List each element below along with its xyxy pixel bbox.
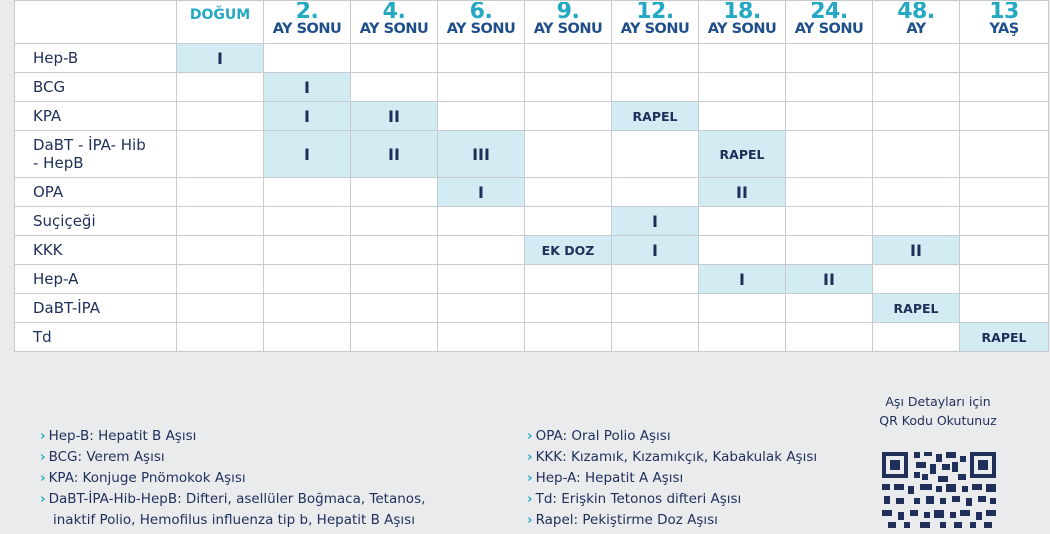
legend-item: › BCG: Verem Aşısı bbox=[40, 449, 165, 465]
header-birth: DOĞUM bbox=[177, 1, 264, 44]
dose-cell bbox=[786, 131, 873, 178]
dose-cell bbox=[351, 323, 438, 352]
dose-cell bbox=[525, 73, 612, 102]
dose-cell: I bbox=[699, 265, 786, 294]
dose-cell bbox=[612, 323, 699, 352]
dose-cell bbox=[786, 323, 873, 352]
dose-cell: II bbox=[786, 265, 873, 294]
dose-cell bbox=[525, 265, 612, 294]
vaccine-name: OPA bbox=[15, 178, 177, 207]
dose-cell bbox=[438, 294, 525, 323]
legend-item: › Td: Erişkin Tetonos difteri Aşısı bbox=[527, 491, 742, 507]
vaccine-row bbox=[15, 44, 1049, 73]
dose-cell bbox=[960, 236, 1049, 265]
qr-code-icon[interactable] bbox=[880, 450, 1000, 530]
schedule-body bbox=[15, 44, 1049, 352]
header-row bbox=[15, 1, 1049, 44]
dose-cell bbox=[960, 265, 1049, 294]
dose-cell: RAPEL bbox=[960, 323, 1049, 352]
dose-cell bbox=[438, 102, 525, 131]
dose-cell bbox=[438, 73, 525, 102]
header-col: 12. AY SONU bbox=[612, 1, 699, 44]
dose-cell bbox=[177, 294, 264, 323]
dose-cell: I bbox=[264, 102, 351, 131]
dose-cell bbox=[873, 131, 960, 178]
dose-cell bbox=[873, 44, 960, 73]
dose-cell bbox=[786, 44, 873, 73]
vaccine-name: Hep-B bbox=[15, 44, 177, 73]
header-col: 24. AY SONU bbox=[786, 1, 873, 44]
dose-cell bbox=[786, 294, 873, 323]
header-col: 13 YAŞ bbox=[960, 1, 1049, 44]
chevron-right-icon: › bbox=[527, 512, 533, 528]
dose-cell bbox=[786, 236, 873, 265]
dose-cell bbox=[873, 265, 960, 294]
dose-cell bbox=[177, 265, 264, 294]
header-col: 6. AY SONU bbox=[438, 1, 525, 44]
dose-cell bbox=[960, 294, 1049, 323]
chevron-right-icon: › bbox=[40, 491, 46, 507]
dose-cell bbox=[525, 323, 612, 352]
dose-cell bbox=[264, 207, 351, 236]
dose-cell bbox=[177, 178, 264, 207]
dose-cell bbox=[525, 207, 612, 236]
dose-cell bbox=[612, 73, 699, 102]
vaccine-schedule bbox=[14, 0, 1048, 365]
dose-cell bbox=[699, 102, 786, 131]
vaccine-row bbox=[15, 102, 1049, 131]
dose-cell bbox=[438, 236, 525, 265]
dose-cell bbox=[177, 131, 264, 178]
vaccine-name: Suçiçeği bbox=[15, 207, 177, 236]
legend-item: › Hep-B: Hepatit B Aşısı bbox=[40, 428, 197, 444]
chevron-right-icon: › bbox=[40, 470, 46, 486]
dose-cell: III bbox=[438, 131, 525, 178]
dose-cell bbox=[438, 265, 525, 294]
legend-right bbox=[527, 426, 817, 531]
dose-cell bbox=[438, 44, 525, 73]
legend-item: › DaBT-İPA-Hib-HepB: Difteri, asellüler Boğmaca, Tetanos, bbox=[40, 491, 426, 507]
schedule-table bbox=[14, 0, 1049, 352]
dose-cell bbox=[873, 178, 960, 207]
dose-cell bbox=[177, 236, 264, 265]
dose-cell bbox=[177, 102, 264, 131]
legend-item: › KPA: Konjuge Pnömokok Aşısı bbox=[40, 470, 246, 486]
dose-cell bbox=[786, 102, 873, 131]
dose-cell bbox=[612, 294, 699, 323]
header-col: 48. AY bbox=[873, 1, 960, 44]
vaccine-name: DaBT-İPA bbox=[15, 294, 177, 323]
vaccine-row bbox=[15, 73, 1049, 102]
dose-cell: I bbox=[177, 44, 264, 73]
dose-cell bbox=[699, 294, 786, 323]
chevron-right-icon: › bbox=[527, 470, 533, 486]
legend-item: › Rapel: Pekiştirme Doz Aşısı bbox=[527, 512, 718, 528]
dose-cell bbox=[264, 294, 351, 323]
dose-cell bbox=[351, 178, 438, 207]
dose-cell bbox=[960, 207, 1049, 236]
dose-cell bbox=[612, 265, 699, 294]
dose-cell bbox=[960, 102, 1049, 131]
dose-cell bbox=[612, 44, 699, 73]
dose-cell bbox=[873, 207, 960, 236]
dose-cell: I bbox=[612, 207, 699, 236]
qr-caption: Aşı Detayları için QR Kodu Okutunuz bbox=[879, 394, 997, 428]
legend bbox=[0, 365, 1050, 528]
dose-cell bbox=[351, 294, 438, 323]
dose-cell bbox=[525, 131, 612, 178]
header-col: 2. AY SONU bbox=[264, 1, 351, 44]
dose-cell bbox=[612, 178, 699, 207]
dose-cell bbox=[960, 73, 1049, 102]
chevron-right-icon: › bbox=[40, 428, 46, 444]
header-col: 4. AY SONU bbox=[351, 1, 438, 44]
dose-cell bbox=[525, 178, 612, 207]
vaccine-row bbox=[15, 323, 1049, 352]
dose-cell bbox=[264, 323, 351, 352]
dose-cell bbox=[699, 323, 786, 352]
dose-cell: I bbox=[612, 236, 699, 265]
dose-cell bbox=[699, 44, 786, 73]
dose-cell bbox=[699, 73, 786, 102]
vaccine-row bbox=[15, 207, 1049, 236]
vaccine-name: KPA bbox=[15, 102, 177, 131]
dose-cell bbox=[525, 294, 612, 323]
legend-left bbox=[40, 426, 425, 531]
dose-cell: RAPEL bbox=[873, 294, 960, 323]
dose-cell: RAPEL bbox=[612, 102, 699, 131]
dose-cell bbox=[960, 131, 1049, 178]
dose-cell bbox=[786, 207, 873, 236]
dose-cell bbox=[786, 178, 873, 207]
chevron-right-icon: › bbox=[527, 428, 533, 444]
dose-cell bbox=[873, 73, 960, 102]
vaccine-name: BCG bbox=[15, 73, 177, 102]
dose-cell bbox=[177, 73, 264, 102]
dose-cell bbox=[264, 44, 351, 73]
dose-cell bbox=[351, 73, 438, 102]
legend-item-cont: inaktif Polio, Hemofilus influenza tip b, Hepatit B Aşısı bbox=[53, 512, 415, 528]
dose-cell bbox=[351, 236, 438, 265]
dose-cell bbox=[351, 265, 438, 294]
dose-cell bbox=[612, 131, 699, 178]
vaccine-row bbox=[15, 131, 1049, 178]
dose-cell bbox=[351, 44, 438, 73]
dose-cell bbox=[786, 73, 873, 102]
dose-cell bbox=[264, 178, 351, 207]
vaccine-row bbox=[15, 265, 1049, 294]
dose-cell bbox=[351, 207, 438, 236]
dose-cell bbox=[525, 102, 612, 131]
chevron-right-icon: › bbox=[527, 449, 533, 465]
chevron-right-icon: › bbox=[527, 491, 533, 507]
legend-item: › OPA: Oral Polio Aşısı bbox=[527, 428, 671, 444]
dose-cell: II bbox=[351, 102, 438, 131]
legend-item: › Hep-A: Hepatit A Aşısı bbox=[527, 470, 684, 486]
dose-cell bbox=[264, 236, 351, 265]
dose-cell: I bbox=[438, 178, 525, 207]
corner-header bbox=[15, 1, 177, 44]
dose-cell bbox=[699, 207, 786, 236]
dose-cell bbox=[264, 265, 351, 294]
dose-cell: I bbox=[264, 73, 351, 102]
dose-cell bbox=[177, 207, 264, 236]
dose-cell bbox=[873, 102, 960, 131]
dose-cell: I bbox=[264, 131, 351, 178]
dose-cell bbox=[177, 323, 264, 352]
dose-cell bbox=[960, 178, 1049, 207]
dose-cell bbox=[873, 323, 960, 352]
dose-cell: II bbox=[699, 178, 786, 207]
legend-item: › KKK: Kızamık, Kızamıkçık, Kabakulak Aşısı bbox=[527, 449, 818, 465]
dose-cell bbox=[960, 44, 1049, 73]
vaccine-name: KKK bbox=[15, 236, 177, 265]
dose-cell bbox=[438, 207, 525, 236]
vaccine-row bbox=[15, 178, 1049, 207]
vaccine-row bbox=[15, 294, 1049, 323]
vaccine-name: Td bbox=[15, 323, 177, 352]
dose-cell bbox=[525, 44, 612, 73]
dose-cell: EK DOZ bbox=[525, 236, 612, 265]
header-col: 18. AY SONU bbox=[699, 1, 786, 44]
dose-cell bbox=[699, 236, 786, 265]
vaccine-name: Hep-A bbox=[15, 265, 177, 294]
header-col: 9. AY SONU bbox=[525, 1, 612, 44]
vaccine-name: DaBT - İPA- Hib - HepB bbox=[15, 131, 177, 178]
vaccine-row bbox=[15, 236, 1049, 265]
dose-cell bbox=[438, 323, 525, 352]
dose-cell: II bbox=[873, 236, 960, 265]
chevron-right-icon: › bbox=[40, 449, 46, 465]
dose-cell: II bbox=[351, 131, 438, 178]
dose-cell: RAPEL bbox=[699, 131, 786, 178]
